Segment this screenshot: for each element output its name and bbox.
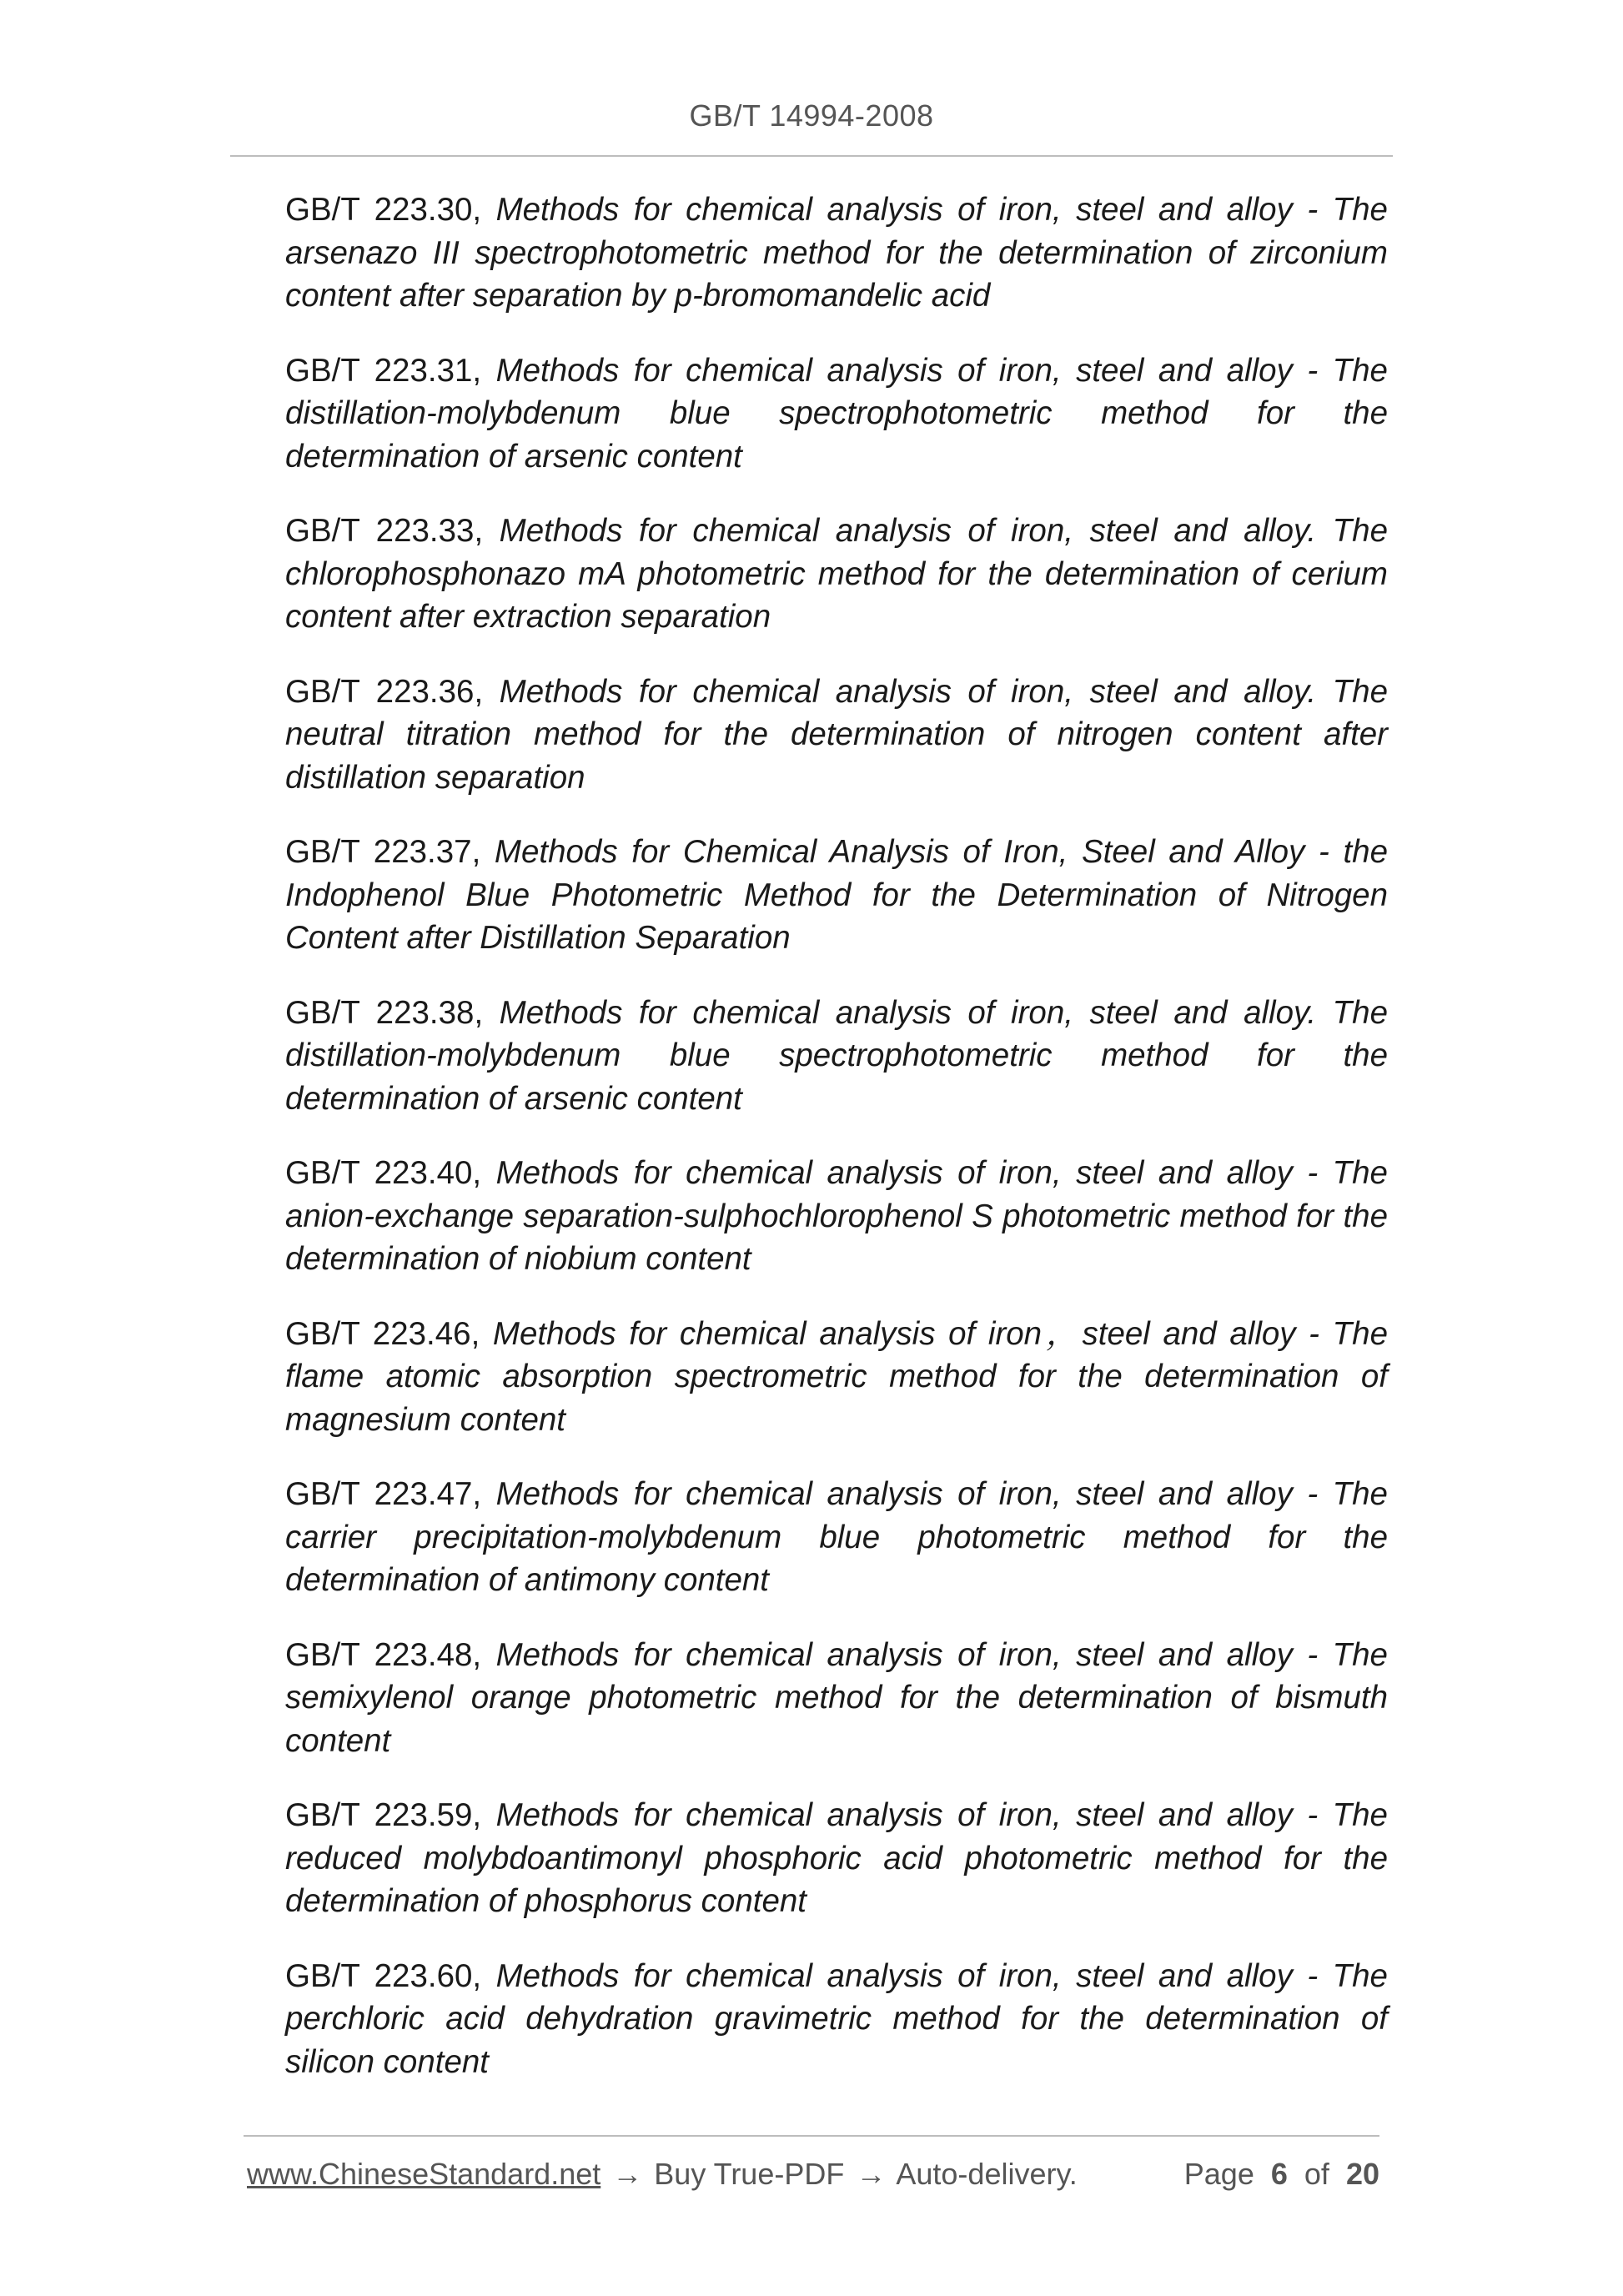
reference-title: Methods for chemical analysis of iron, steel and alloy - The reduced molybdoantimonyl phosphoric acid photometric method for the determination of phosphorus content <box>285 1797 1388 1919</box>
reference-code: GB/T 223.38 <box>285 994 475 1031</box>
reference-title: Methods for chemical analysis of iron, steel and alloy - The perchloric acid dehydration gravimetric method for the determination of silicon content <box>285 1957 1388 2080</box>
reference-code: GB/T 223.48 <box>285 1636 473 1673</box>
reference-title: Methods for chemical analysis of iron, steel and alloy - The anion-exchange separation-sulphochlorophenol S photometric method for the determination of niobium content <box>285 1155 1388 1277</box>
reference-item: GB/T 223.38, Methods for chemical analysis of iron, steel and alloy. The distillation-molybdenum blue spectrophotometric method for the determination of arsenic content <box>285 994 1388 1117</box>
reference-code: GB/T 223.40 <box>285 1155 473 1191</box>
reference-item: GB/T 223.48, Methods for chemical analysis of iron, steel and alloy - The semixylenol orange photometric method for the determination of bismuth content <box>285 1636 1388 1759</box>
reference-item: GB/T 223.33, Methods for chemical analysis of iron, steel and alloy. The chlorophosphonazo mA photometric method for the determination of cerium content after extraction separation <box>285 513 1388 635</box>
delivery-step-text: Auto-delivery. <box>896 2157 1078 2191</box>
arrow-right-icon: → <box>856 2157 887 2191</box>
page-current: 6 <box>1270 2157 1288 2191</box>
page-of-label: of <box>1304 2157 1329 2191</box>
reference-code: GB/T 223.59 <box>285 1797 473 1833</box>
footer-promo <box>247 2157 1078 2192</box>
reference-item: GB/T 223.59, Methods for chemical analysis of iron, steel and alloy - The reduced molybdoantimonyl phosphoric acid photometric method for the determination of phosphorus content <box>285 1797 1388 1919</box>
reference-item: GB/T 223.60, Methods for chemical analysis of iron, steel and alloy - The perchloric acid dehydration gravimetric method for the determination of silicon content <box>285 1957 1388 2080</box>
normative-references-list <box>285 188 1388 2115</box>
reference-item: GB/T 223.30, Methods for chemical analysis of iron, steel and alloy - The arsenazo III spectrophotometric method for the determination of zirconium content after separation by p-bromomandelic acid <box>285 192 1388 314</box>
arrow-right-icon: → <box>612 2157 643 2191</box>
reference-title: Methods for chemical analysis of iron, steel and alloy. The neutral titration method for the determination of nitrogen content after distillation separation <box>285 673 1388 796</box>
reference-item: GB/T 223.47, Methods for chemical analysis of iron, steel and alloy - The carrier precipitation-molybdenum blue photometric method for the determination of antimony content <box>285 1476 1388 1598</box>
reference-item: GB/T 223.40, Methods for chemical analysis of iron, steel and alloy - The anion-exchange separation-sulphochlorophenol S photometric method for the determination of niobium content <box>285 1155 1388 1277</box>
header-divider <box>230 155 1393 157</box>
reference-code: GB/T 223.30 <box>285 192 473 228</box>
reference-code: GB/T 223.37 <box>285 834 472 870</box>
document-code-header: GB/T 14994-2008 <box>689 98 934 133</box>
reference-code: GB/T 223.33 <box>285 513 475 549</box>
page-label: Page <box>1183 2157 1254 2191</box>
footer-divider <box>244 2135 1379 2137</box>
reference-item: GB/T 223.31, Methods for chemical analysis of iron, steel and alloy - The distillation-molybdenum blue spectrophotometric method for the determination of arsenic content <box>285 352 1388 475</box>
reference-title: Methods for chemical analysis of iron, steel and alloy - The semixylenol orange photometric method for the determination of bismuth content <box>285 1636 1388 1759</box>
reference-title: Methods for Chemical Analysis of Iron, Steel and Alloy - the Indophenol Blue Photometric Method for the Determination of Nitrogen Content after Distillation Separation <box>285 834 1388 956</box>
reference-title: Methods for chemical analysis of iron, steel and alloy - The carrier precipitation-molybdenum blue photometric method for the determination of antimony content <box>285 1476 1388 1598</box>
reference-code: GB/T 223.36 <box>285 673 475 710</box>
page-total: 20 <box>1345 2157 1379 2191</box>
reference-title: Methods for chemical analysis of iron, steel and alloy - The arsenazo III spectrophotometric method for the determination of zirconium content after separation by p-bromomandelic acid <box>285 192 1388 314</box>
page-indicator <box>1184 2157 1379 2192</box>
reference-code: GB/T 223.31 <box>285 352 473 389</box>
reference-title: Methods for chemical analysis of iron, steel and alloy. The distillation-molybdenum blue spectrophotometric method for the determination of arsenic content <box>285 994 1388 1117</box>
page-footer <box>247 2157 1379 2202</box>
buy-step-text: Buy True-PDF <box>654 2157 845 2191</box>
website-link[interactable]: www.ChineseStandard.net <box>247 2157 601 2191</box>
reference-title: Methods for chemical analysis of iron，steel and alloy - The flame atomic absorption spectrometric method for the determination of magnesium content <box>285 1315 1388 1438</box>
reference-item: GB/T 223.46, Methods for chemical analysis of iron，steel and alloy - The flame atomic absorption spectrometric method for the determination of magnesium content <box>285 1315 1388 1438</box>
reference-item: GB/T 223.37, Methods for Chemical Analysis of Iron, Steel and Alloy - the Indophenol Blue Photometric Method for the Determination of Nitrogen Content after Distillation Separation <box>285 834 1388 956</box>
reference-item: GB/T 223.36, Methods for chemical analysis of iron, steel and alloy. The neutral titration method for the determination of nitrogen content after distillation separation <box>285 673 1388 796</box>
reference-code: GB/T 223.47 <box>285 1476 473 1512</box>
reference-title: Methods for chemical analysis of iron, steel and alloy - The distillation-molybdenum blue spectrophotometric method for the determination of arsenic content <box>285 352 1388 475</box>
reference-code: GB/T 223.46 <box>285 1315 471 1352</box>
reference-title: Methods for chemical analysis of iron, steel and alloy. The chlorophosphonazo mA photometric method for the determination of cerium content after extraction separation <box>285 513 1388 635</box>
reference-code: GB/T 223.60 <box>285 1957 473 1994</box>
